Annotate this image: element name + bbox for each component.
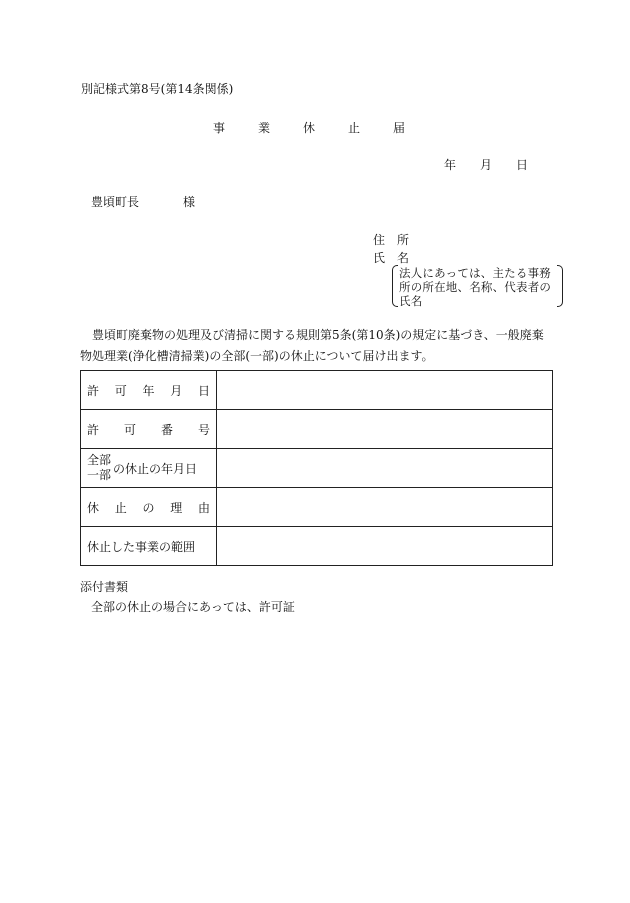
table-row (81, 410, 553, 449)
suspension-reason-label: 休 止 の 理 由 (81, 488, 217, 527)
addressee: 豊頃町長 (91, 195, 140, 209)
suspension-date-field[interactable] (217, 449, 553, 488)
permit-date-field[interactable] (217, 371, 553, 410)
part-option: 一部 (87, 468, 112, 482)
suspension-date-label: 全部 一部 の休止の年月日 (81, 449, 217, 488)
attachments-heading: 添付書類 (80, 580, 129, 594)
name-note-bracket (392, 266, 563, 306)
title-char: 事 (213, 121, 226, 135)
suspended-scope-label: 休止した事業の範囲 (81, 527, 217, 566)
addressee-honorific: 様 (183, 195, 196, 209)
name-note-text: 法人にあっては、主たる事務所の所在地、名称、代表者の氏名 (399, 266, 552, 308)
address-label: 住 所 (373, 233, 410, 247)
title-char: 止 (348, 121, 361, 135)
permit-number-label: 許 可 番 号 (81, 410, 217, 449)
attachments-item: 全部の休止の場合にあっては、許可証 (91, 600, 295, 614)
name-label: 氏 名 (373, 251, 410, 265)
table-row (81, 488, 553, 527)
suspended-scope-field[interactable] (217, 527, 553, 566)
bracket-right (557, 265, 563, 307)
title-char: 業 (258, 121, 271, 135)
permit-date-label: 許 可 年 月 日 (81, 371, 217, 410)
permit-number-field[interactable] (217, 410, 553, 449)
form-number-label: 別記様式第8号(第14条関係) (81, 82, 234, 96)
table-row (81, 449, 553, 488)
bracket-left (392, 265, 398, 307)
suspension-reason-field[interactable] (217, 488, 553, 527)
date-month: 月 (480, 158, 493, 172)
table-row (81, 371, 553, 410)
all-option: 全部 (87, 453, 112, 467)
date-line (444, 156, 552, 173)
title-char: 届 (393, 121, 406, 135)
date-day: 日 (516, 158, 529, 172)
table-row (81, 527, 553, 566)
notice-form-table (80, 370, 553, 566)
notice-body: 豊頃町廃棄物の処理及び清掃に関する規則第5条(第10条)の規定に基づき、一般廃棄物処理業(浄化槽清掃業)の全部(一部)の休止について届け出ます。 (80, 328, 544, 363)
document-title (213, 119, 438, 136)
title-char: 休 (303, 121, 316, 135)
date-year: 年 (444, 158, 457, 172)
